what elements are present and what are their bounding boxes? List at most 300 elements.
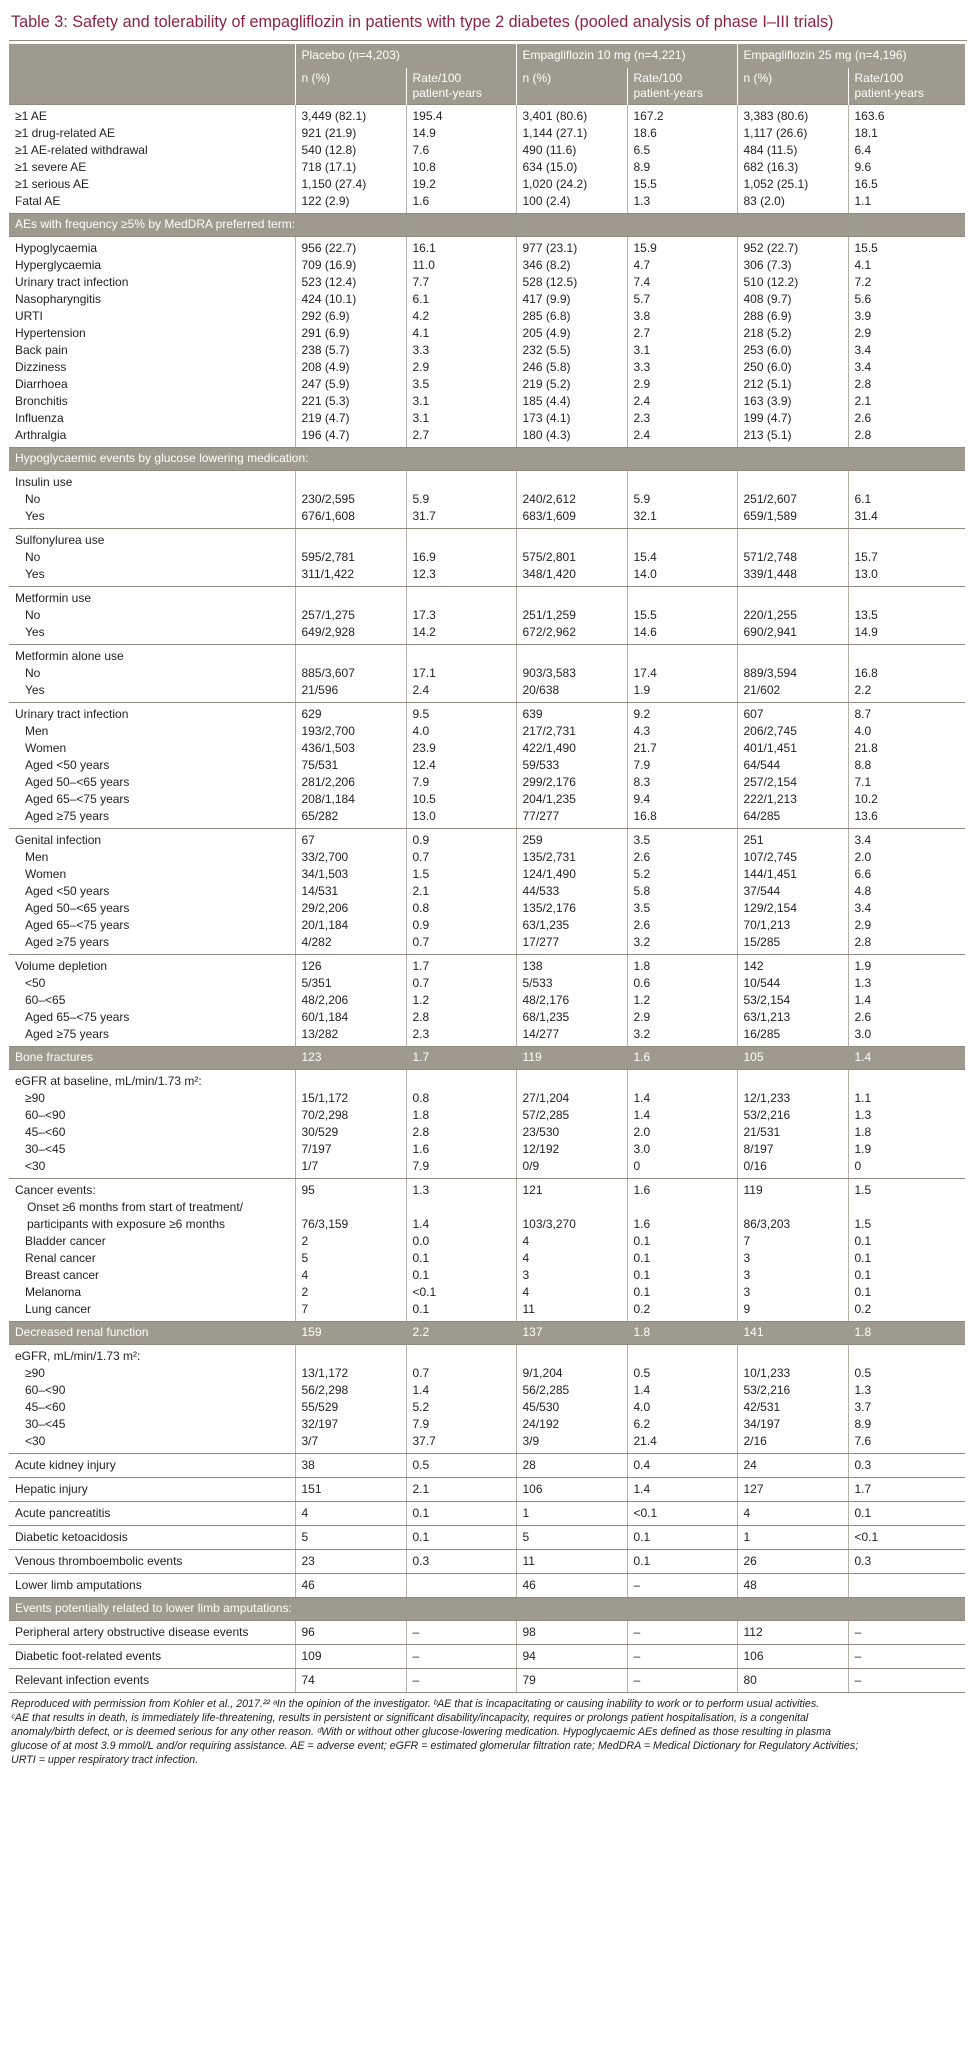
empa25-rate: 1.5 (848, 1179, 965, 1200)
section-header-label: Hypoglycaemic events by glucose lowering medication: (9, 448, 965, 471)
table-row (9, 1478, 965, 1502)
empa10-rate: 15.5 (627, 176, 737, 193)
placebo-n: 70/2,298 (295, 1107, 406, 1124)
empa10-n (516, 1070, 627, 1091)
placebo-n: 649/2,928 (295, 624, 406, 645)
empa10-n: 44/533 (516, 883, 627, 900)
placebo-n: 3,449 (82.1) (295, 105, 406, 126)
empa25-n: 571/2,748 (737, 549, 848, 566)
header-empa10: Empagliflozin 10 mg (n=4,221) (516, 44, 737, 68)
empa10-rate: 3.3 (627, 359, 737, 376)
table-row (9, 491, 965, 508)
empa10-n: 3/9 (516, 1433, 627, 1454)
empa25-n: 220/1,255 (737, 607, 848, 624)
placebo-rate: 2.8 (406, 1009, 516, 1026)
empa25-n: 3,383 (80.6) (737, 105, 848, 126)
empa10-n: 12/192 (516, 1141, 627, 1158)
row-label: 30–<45 (25, 1142, 66, 1156)
row-label: Venous thromboembolic events (9, 1550, 295, 1574)
empa10-rate: 2.0 (627, 1124, 737, 1141)
table-row (9, 1090, 965, 1107)
empa10-n: 17/277 (516, 934, 627, 955)
placebo-n: 208 (4.9) (295, 359, 406, 376)
placebo-n: 3/7 (295, 1433, 406, 1454)
placebo-n: 151 (295, 1478, 406, 1502)
empa10-rate: 1.9 (627, 682, 737, 703)
placebo-n: 74 (295, 1669, 406, 1693)
empa25-rate: 2.8 (848, 934, 965, 955)
row-label: Fatal AE (9, 193, 295, 214)
empa25-rate: 8.9 (848, 1416, 965, 1433)
header-empa25: Empagliflozin 25 mg (n=4,196) (737, 44, 965, 68)
empa10-rate: 4.0 (627, 1399, 737, 1416)
header-n-pct: n (%) (737, 68, 848, 105)
empa10-n (516, 645, 627, 666)
empa25-rate: 2.1 (848, 393, 965, 410)
empa25-rate (848, 587, 965, 608)
row-label: Aged ≥75 years (9, 934, 295, 955)
empa25-rate: 16.8 (848, 665, 965, 682)
empa10-n (516, 1345, 627, 1366)
table-row (9, 1301, 965, 1322)
empa25-n: 106 (737, 1645, 848, 1669)
empa10-n: 1,020 (24.2) (516, 176, 627, 193)
empa10-n: 575/2,801 (516, 549, 627, 566)
table-row (9, 849, 965, 866)
placebo-n: 257/1,275 (295, 607, 406, 624)
placebo-n: 30/529 (295, 1124, 406, 1141)
placebo-n: 60/1,184 (295, 1009, 406, 1026)
table-row (9, 1550, 965, 1574)
empa25-n: 83 (2.0) (737, 193, 848, 214)
placebo-rate: 0.7 (406, 934, 516, 955)
empa10-n: 138 (516, 955, 627, 976)
empa10-n: 45/530 (516, 1399, 627, 1416)
placebo-n: 921 (21.9) (295, 125, 406, 142)
placebo-rate: – (406, 1669, 516, 1693)
empa25-rate: 1.9 (848, 955, 965, 976)
row-label: Aged 65–<75 years (25, 918, 130, 932)
empa25-n: 401/1,451 (737, 740, 848, 757)
empa10-n: 259 (516, 829, 627, 850)
placebo-rate: 0.8 (406, 1090, 516, 1107)
empa25-n: 3 (737, 1267, 848, 1284)
empa25-rate: 2.0 (848, 849, 965, 866)
empa25-rate: 0.1 (848, 1250, 965, 1267)
table-row (9, 105, 965, 126)
placebo-n: 65/282 (295, 808, 406, 829)
empa10-rate: 0.1 (627, 1267, 737, 1284)
empa25-rate: 4.1 (848, 257, 965, 274)
empa25-n: 127 (737, 1478, 848, 1502)
placebo-rate: 2.4 (406, 682, 516, 703)
empa10-rate: 4.7 (627, 257, 737, 274)
placebo-rate: 1.2 (406, 992, 516, 1009)
empa10-rate: 1.8 (627, 955, 737, 976)
empa10-rate: 9.2 (627, 703, 737, 724)
row-label: Nasopharyngitis (15, 292, 102, 306)
empa25-n: 199 (4.7) (737, 410, 848, 427)
placebo-rate: 3.5 (406, 376, 516, 393)
empa10-rate: 1.6 (627, 1179, 737, 1200)
empa25-rate: 13.6 (848, 808, 965, 829)
row-label: Aged ≥75 years (9, 808, 295, 829)
empa10-n: 240/2,612 (516, 491, 627, 508)
table-row (9, 1107, 965, 1124)
row-label: Aged 50–<65 years (25, 775, 130, 789)
row-label: Hyperglycaemia (15, 258, 102, 272)
footnote-line: anomaly/birth defect, or is deemed serious for any other reason. ᵈWith or without other glucose-lowering medication. Hypoglycaemic AEs defined as those resulting in plasma (11, 1726, 831, 1738)
header-n-pct: n (%) (295, 68, 406, 105)
table-row (9, 975, 965, 992)
row-label: ≥90 (25, 1091, 45, 1105)
empa10-n: 98 (516, 1621, 627, 1645)
placebo-rate: 4.2 (406, 308, 516, 325)
row-label: Acute pancreatitis (9, 1502, 295, 1526)
empa10-rate: 8.9 (627, 159, 737, 176)
empa25-rate: 9.6 (848, 159, 965, 176)
empa10-n: 672/2,962 (516, 624, 627, 645)
empa10-rate: – (627, 1574, 737, 1598)
placebo-n: 126 (295, 955, 406, 976)
row-label: Hypoglycaemia (9, 237, 295, 258)
empa25-n: 107/2,745 (737, 849, 848, 866)
row-label: Lower limb amputations (9, 1574, 295, 1598)
row-label: ≥90 (25, 1366, 45, 1380)
section-data-row (9, 1322, 965, 1345)
row-label: Volume depletion (9, 955, 295, 976)
table-row (9, 587, 965, 608)
table-row (9, 883, 965, 900)
placebo-n: 46 (295, 1574, 406, 1598)
empa10-rate: 0.1 (627, 1284, 737, 1301)
empa10-n: 20/638 (516, 682, 627, 703)
empa25-rate (848, 1345, 965, 1366)
empa10-rate: 1.3 (627, 193, 737, 214)
empa10-rate: 6.2 (627, 1416, 737, 1433)
empa10-rate: 32.1 (627, 508, 737, 529)
row-label: Cancer events: (9, 1179, 295, 1200)
row-label: Peripheral artery obstructive disease events (9, 1621, 295, 1645)
placebo-rate: 1.6 (406, 193, 516, 214)
empa10-rate: 7.4 (627, 274, 737, 291)
row-label: Decreased renal function (9, 1322, 295, 1345)
empa25-rate: 1.1 (848, 193, 965, 214)
table-row (9, 342, 965, 359)
empa25-rate: 0.1 (848, 1267, 965, 1284)
row-label: Arthralgia (9, 427, 295, 448)
empa25-rate: 1.3 (848, 975, 965, 992)
empa25-n: 288 (6.9) (737, 308, 848, 325)
placebo-rate (406, 645, 516, 666)
table-row (9, 1250, 965, 1267)
table-row (9, 471, 965, 492)
empa10-rate: 0 (627, 1158, 737, 1179)
table-title: Table 3: Safety and tolerability of empagliflozin in patients with type 2 diabetes (pooled analysis of phase I–III trials) (11, 13, 834, 31)
placebo-rate: 0.9 (406, 829, 516, 850)
empa25-rate: 7.1 (848, 774, 965, 791)
empa10-n: 46 (516, 1574, 627, 1598)
empa10-n: 24/192 (516, 1416, 627, 1433)
table-row (9, 1399, 965, 1416)
row-label: Aged ≥75 years (9, 1026, 295, 1047)
table-row (9, 1124, 965, 1141)
empa25-n: 510 (12.2) (737, 274, 848, 291)
table-row (9, 529, 965, 550)
row-label: Men (25, 724, 49, 738)
empa25-rate: 15.5 (848, 237, 965, 258)
placebo-rate: 10.8 (406, 159, 516, 176)
empa25-n: 119 (737, 1179, 848, 1200)
placebo-rate: 0.1 (406, 1301, 516, 1322)
empa10-n: 106 (516, 1478, 627, 1502)
empa10-rate: 1.6 (627, 1047, 737, 1070)
placebo-rate: 17.1 (406, 665, 516, 682)
placebo-rate (406, 587, 516, 608)
placebo-rate: 17.3 (406, 607, 516, 624)
empa25-rate: 13.5 (848, 607, 965, 624)
placebo-n: 122 (2.9) (295, 193, 406, 214)
placebo-n: 95 (295, 1179, 406, 1200)
empa25-n: 53/2,216 (737, 1382, 848, 1399)
placebo-n: 885/3,607 (295, 665, 406, 682)
empa10-rate: 3.5 (627, 829, 737, 850)
empa10-rate (627, 529, 737, 550)
empa10-n: 27/1,204 (516, 1090, 627, 1107)
row-label: 60–<90 (25, 1108, 66, 1122)
placebo-rate (406, 1199, 516, 1216)
row-label: No (25, 550, 41, 564)
placebo-rate (406, 471, 516, 492)
row-label: No (25, 608, 41, 622)
empa25-rate: 6.6 (848, 866, 965, 883)
table-row (9, 410, 965, 427)
empa10-rate: 7.9 (627, 757, 737, 774)
placebo-n: 23 (295, 1550, 406, 1574)
empa25-n (737, 587, 848, 608)
empa25-rate: 3.4 (848, 900, 965, 917)
row-label: <30 (9, 1433, 295, 1454)
footnote-line: Reproduced with permission from Kohler et al., 2017.²² ᵃIn the opinion of the investigator. ᵇAE that is incapacitating or causing inability to work or to perform usual activities. (11, 1698, 820, 1710)
empa10-n: 135/2,176 (516, 900, 627, 917)
table-row (9, 829, 965, 850)
table-row (9, 1070, 965, 1091)
empa25-n: 2/16 (737, 1433, 848, 1454)
empa25-n: 690/2,941 (737, 624, 848, 645)
empa25-n: 141 (737, 1322, 848, 1345)
placebo-n: 709 (16.9) (295, 257, 406, 274)
placebo-n: 32/197 (295, 1416, 406, 1433)
empa25-n: 0/16 (737, 1158, 848, 1179)
table-row (9, 624, 965, 645)
empa10-n: 79 (516, 1669, 627, 1693)
row-label: Bronchitis (15, 394, 68, 408)
empa25-n: 659/1,589 (737, 508, 848, 529)
empa25-rate: 7.2 (848, 274, 965, 291)
empa10-rate: 0.6 (627, 975, 737, 992)
table-row (9, 774, 965, 791)
empa25-n: 607 (737, 703, 848, 724)
row-label: Lung cancer (9, 1301, 295, 1322)
row-label: <30 (9, 1158, 295, 1179)
empa10-rate: 18.6 (627, 125, 737, 142)
empa10-rate: 2.4 (627, 427, 737, 448)
row-label: Yes (9, 624, 295, 645)
placebo-n: 247 (5.9) (295, 376, 406, 393)
table-row (9, 159, 965, 176)
empa25-rate: 7.6 (848, 1433, 965, 1454)
empa10-rate: 1.8 (627, 1322, 737, 1345)
table-row (9, 1233, 965, 1250)
placebo-n: 76/3,159 (295, 1216, 406, 1233)
placebo-rate (406, 529, 516, 550)
table-row (9, 1382, 965, 1399)
empa10-n: 100 (2.4) (516, 193, 627, 214)
empa10-rate: – (627, 1645, 737, 1669)
placebo-n: 230/2,595 (295, 491, 406, 508)
table-row (9, 1179, 965, 1200)
empa10-n: 348/1,420 (516, 566, 627, 587)
placebo-rate: 12.3 (406, 566, 516, 587)
empa10-rate: 1.4 (627, 1090, 737, 1107)
row-label: Aged <50 years (25, 884, 110, 898)
empa10-n (516, 1199, 627, 1216)
footnotes (9, 1693, 961, 1767)
empa25-rate: 2.9 (848, 917, 965, 934)
table-row (9, 665, 965, 682)
empa25-n: 251 (737, 829, 848, 850)
placebo-rate: 7.9 (406, 1416, 516, 1433)
table-row (9, 1645, 965, 1669)
row-label: Dizziness (15, 360, 67, 374)
empa25-rate: 5.6 (848, 291, 965, 308)
empa25-rate: 2.6 (848, 1009, 965, 1026)
empa25-n: 7 (737, 1233, 848, 1250)
placebo-n (295, 587, 406, 608)
placebo-rate: – (406, 1621, 516, 1645)
row-label: 60–<90 (25, 1383, 66, 1397)
empa10-n: 219 (5.2) (516, 376, 627, 393)
empa25-rate: 16.5 (848, 176, 965, 193)
placebo-rate: 0.0 (406, 1233, 516, 1250)
header-empty-cell (9, 44, 295, 68)
empa10-n: 124/1,490 (516, 866, 627, 883)
empa10-n: 903/3,583 (516, 665, 627, 682)
table-row (9, 1621, 965, 1645)
placebo-rate: 2.7 (406, 427, 516, 448)
empa10-rate: 2.9 (627, 376, 737, 393)
table-row (9, 1026, 965, 1047)
header-rate: Rate/100 patient-years (406, 68, 516, 105)
row-label: Yes (9, 508, 295, 529)
empa10-n: 14/277 (516, 1026, 627, 1047)
row-label: Women (25, 867, 67, 881)
empa10-rate (627, 1345, 737, 1366)
placebo-n: 4/282 (295, 934, 406, 955)
empa25-n: 15/285 (737, 934, 848, 955)
empa25-rate: 1.4 (848, 1047, 965, 1070)
header-placebo: Placebo (n=4,203) (295, 44, 516, 68)
empa10-n: 3 (516, 1267, 627, 1284)
table-row (9, 308, 965, 325)
placebo-rate: 3.1 (406, 410, 516, 427)
table-row (9, 917, 965, 934)
table-row (9, 325, 965, 342)
empa25-n: 37/544 (737, 883, 848, 900)
row-label: Bladder cancer (25, 1234, 106, 1248)
placebo-n: 221 (5.3) (295, 393, 406, 410)
header-rate: Rate/100 patient-years (848, 68, 965, 105)
empa10-rate: 2.3 (627, 410, 737, 427)
empa25-rate: 2.6 (848, 410, 965, 427)
row-label: eGFR at baseline, mL/min/1.73 m²: (9, 1070, 295, 1091)
placebo-n: 291 (6.9) (295, 325, 406, 342)
placebo-rate: 2.9 (406, 359, 516, 376)
table-row (9, 237, 965, 258)
empa10-n: 121 (516, 1179, 627, 1200)
empa10-rate (627, 1070, 737, 1091)
empa10-n: 490 (11.6) (516, 142, 627, 159)
empa10-rate: 4.3 (627, 723, 737, 740)
empa10-rate: 2.6 (627, 917, 737, 934)
row-label: ≥1 AE-related withdrawal (15, 143, 148, 157)
row-label: No (25, 666, 41, 680)
placebo-rate: 3.1 (406, 393, 516, 410)
placebo-rate: 31.7 (406, 508, 516, 529)
placebo-rate: 0.3 (406, 1550, 516, 1574)
placebo-n: 33/2,700 (295, 849, 406, 866)
empa10-n: 1 (516, 1502, 627, 1526)
empa10-n (516, 529, 627, 550)
empa25-n: 42/531 (737, 1399, 848, 1416)
table-row (9, 1416, 965, 1433)
empa25-rate: 1.5 (848, 1216, 965, 1233)
empa25-n: 889/3,594 (737, 665, 848, 682)
placebo-rate: 4.1 (406, 325, 516, 342)
empa25-rate: 3.4 (848, 829, 965, 850)
empa10-n: 528 (12.5) (516, 274, 627, 291)
placebo-rate: 1.7 (406, 955, 516, 976)
empa25-rate: 13.0 (848, 566, 965, 587)
empa10-rate: 3.0 (627, 1141, 737, 1158)
empa25-rate: 6.4 (848, 142, 965, 159)
empa10-n: 5/533 (516, 975, 627, 992)
section-header-row (9, 448, 965, 471)
placebo-rate: 16.1 (406, 237, 516, 258)
table-row (9, 866, 965, 883)
placebo-n: 193/2,700 (295, 723, 406, 740)
table-row (9, 607, 965, 624)
empa25-rate (848, 529, 965, 550)
row-label: 45–<60 (25, 1125, 66, 1139)
empa10-n: 417 (9.9) (516, 291, 627, 308)
empa10-n: 204/1,235 (516, 791, 627, 808)
placebo-n: 718 (17.1) (295, 159, 406, 176)
empa10-n: 683/1,609 (516, 508, 627, 529)
row-label: Diabetic ketoacidosis (9, 1526, 295, 1550)
empa25-rate: 1.9 (848, 1141, 965, 1158)
empa10-rate: 6.5 (627, 142, 737, 159)
placebo-n: 238 (5.7) (295, 342, 406, 359)
table-row (9, 757, 965, 774)
empa10-rate: 5.7 (627, 291, 737, 308)
table-row (9, 1199, 965, 1216)
placebo-rate: 1.8 (406, 1107, 516, 1124)
placebo-rate: 2.2 (406, 1322, 516, 1345)
empa25-n: 952 (22.7) (737, 237, 848, 258)
row-label: Yes (9, 682, 295, 703)
empa25-n: 213 (5.1) (737, 427, 848, 448)
